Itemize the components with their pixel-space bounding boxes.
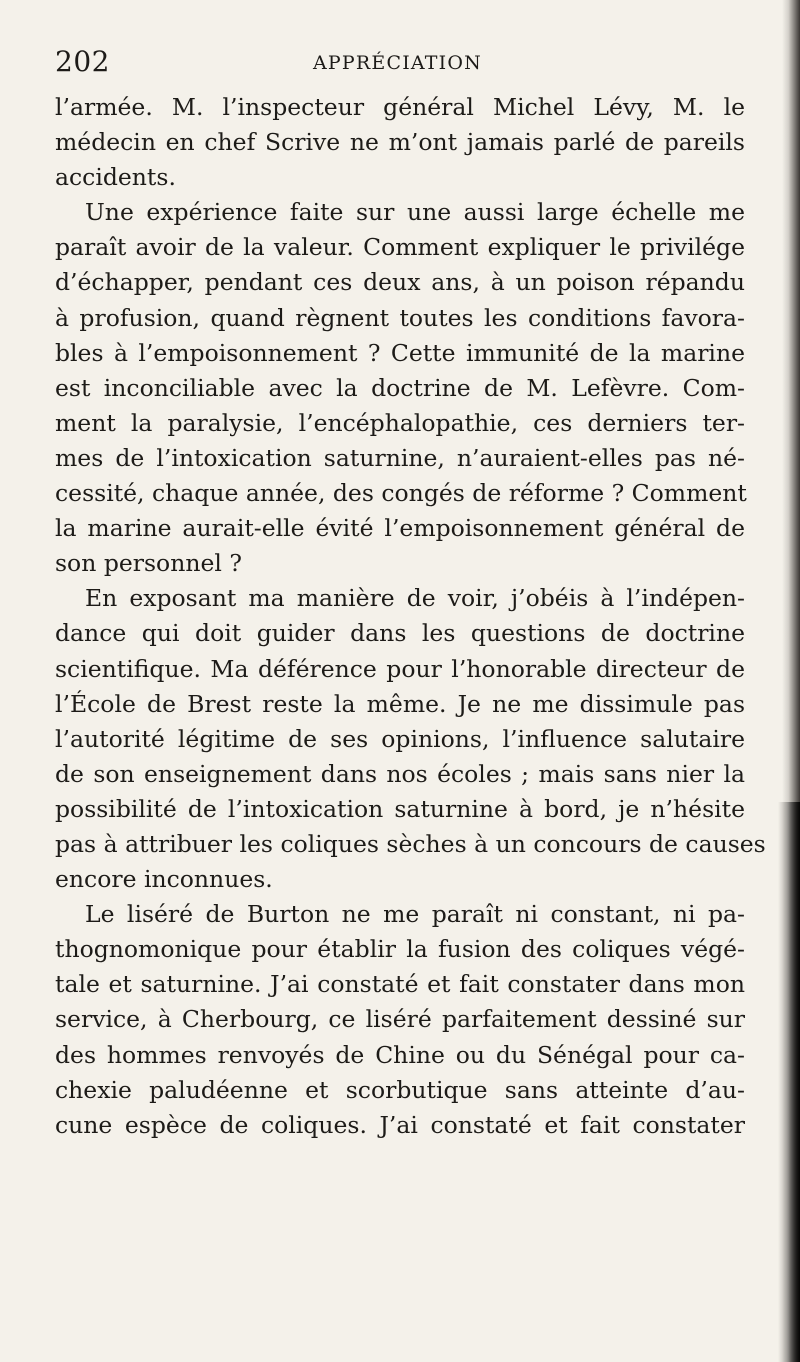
- text-line: accidents.: [55, 163, 176, 192]
- text-line: dance qui doit guider dans les questions de doctrine: [55, 619, 745, 648]
- text-line: paraît avoir de la valeur. Comment expliquer le privilége: [55, 233, 745, 262]
- text-line: possibilité de l’intoxication saturnine à bord, je n’hésite: [55, 794, 745, 823]
- text-line: ment la paralysie, l’encéphalopathie, ces derniers ter-: [55, 408, 745, 437]
- text-line: scientifique. Ma déférence pour l’honorable directeur de: [55, 654, 745, 683]
- text-line: mes de l’intoxication saturnine, n’auraient-elles pas né-: [55, 443, 745, 472]
- text-line: thognomonique pour établir la fusion des coliques végé-: [55, 935, 745, 964]
- running-title: APPRÉCIATION: [313, 52, 482, 74]
- text-line: bles à l’empoisonnement ? Cette immunité de la marine: [55, 338, 745, 367]
- text-line: pas à attribuer les coliques sèches à un concours de causes: [55, 829, 766, 858]
- page-lower-edge-shadow: [778, 802, 800, 1362]
- text-line: cessité, chaque année, des congés de réforme ? Comment: [55, 479, 747, 508]
- text-line: l’autorité légitime de ses opinions, l’influence salutaire: [55, 724, 745, 753]
- text-line: chexie paludéenne et scorbutique sans atteinte d’au-: [55, 1075, 745, 1104]
- paragraph-start-line: Le liséré de Burton ne me paraît ni constant, ni pa-: [85, 900, 745, 929]
- page-number: 202: [55, 45, 110, 78]
- text-line: des hommes renvoyés de Chine ou du Sénégal pour ca-: [55, 1040, 745, 1069]
- paragraph-start-line: En exposant ma manière de voir, j’obéis à l’indépen-: [85, 584, 745, 613]
- text-line: l’armée. M. l’inspecteur général Michel Lévy, M. le: [55, 93, 745, 121]
- text-line: est inconciliable avec la doctrine de M. Lefèvre. Com-: [55, 373, 745, 402]
- text-line: son personnel ?: [55, 549, 242, 578]
- text-line: à profusion, quand règnent toutes les conditions favora-: [55, 303, 745, 332]
- body-text: [55, 90, 766, 1143]
- text-line: service, à Cherbourg, ce liséré parfaitement dessiné sur: [55, 1005, 745, 1034]
- running-head: [55, 46, 745, 78]
- text-line: la marine aurait-elle évité l’empoisonnement général de: [55, 514, 745, 543]
- text-line: tale et saturnine. J’ai constaté et fait constater dans mon: [55, 970, 745, 999]
- text-line: encore inconnues.: [55, 865, 273, 894]
- text-line: l’École de Brest reste la même. Je ne me dissimule pas: [55, 689, 745, 718]
- text-line: de son enseignement dans nos écoles ; mais sans nier la: [55, 759, 745, 788]
- text-line: médecin en chef Scrive ne m’ont jamais parlé de pareils: [55, 128, 745, 157]
- text-line: cune espèce de coliques. J’ai constaté et fait constater: [55, 1110, 745, 1139]
- paragraph-start-line: Une expérience faite sur une aussi large échelle me: [85, 198, 745, 227]
- text-line: d’échapper, pendant ces deux ans, à un poison répandu: [55, 268, 745, 297]
